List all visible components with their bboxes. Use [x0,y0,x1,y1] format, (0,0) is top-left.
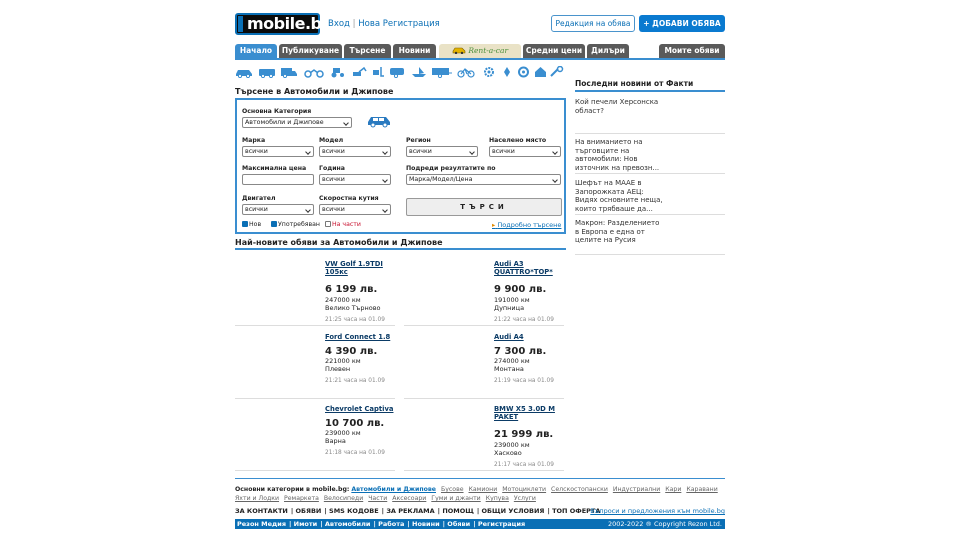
news-item-text[interactable]: На вниманието на търговците на автомобили: Нов източник на превозн... [575,138,660,172]
site-logo[interactable]: mobile.bg [235,13,320,35]
ad-time: 21:19 часа на 01.09 [494,378,554,384]
bar-link-register[interactable]: Регистрация [477,520,526,528]
parts-icon[interactable] [482,66,496,78]
news-item[interactable] [575,98,725,134]
check-parts[interactable] [325,221,361,228]
model-label: Модел [319,137,344,144]
tab-rent-a-car[interactable] [439,44,521,58]
advanced-arrow-icon: ▸ [492,221,496,229]
ad-mileage: 221000 км [325,357,361,365]
year-label: Година [319,165,345,172]
category-select[interactable]: Автомобили и Джипове [242,117,352,128]
ad-card[interactable] [235,254,395,326]
region-select[interactable]: всички [406,146,478,157]
footer-cat[interactable]: Купува [485,495,509,502]
ad-title[interactable]: Chevrolet Captiva [325,405,394,413]
ad-title[interactable]: VW Golf 1.9TDI 105кс [325,260,383,276]
ad-location: Варна [325,437,346,445]
ad-mileage: 274000 км [494,357,530,365]
place-select[interactable]: всички [489,146,561,157]
ad-title[interactable]: BMW X5 3.0D M PAKET [494,405,555,421]
place-label: Населено място [489,137,547,144]
auth-links [328,19,440,29]
main-nav [235,44,725,58]
ad-card[interactable] [404,327,564,399]
gearbox-select[interactable]: всички [319,204,391,215]
page [235,0,725,540]
forklift-icon[interactable] [371,66,385,78]
tab-publish[interactable]: Публикуване [279,44,342,58]
tab-search[interactable]: Търсене [344,44,391,58]
ad-price: 9 900 лв. [494,284,547,295]
check-parts-label: На части [332,221,361,228]
footer-link-contacts[interactable]: ЗА КОНТАКТИ [235,507,288,515]
news-title: Последни новини от Факти [575,79,694,88]
check-used-label: Употребяван [278,221,320,228]
auth-separator: | [352,19,356,29]
category-car-icon [367,112,391,128]
ad-location: Плевен [325,365,351,373]
brand-label: Марка [242,137,266,144]
nav-underline [235,58,725,60]
footer-cat[interactable]: Ремаркета [284,495,319,502]
ad-price: 7 300 лв. [494,346,547,357]
ad-mileage: 239000 км [494,441,530,449]
year-select[interactable]: всички [319,174,391,185]
footer-link-ads[interactable]: ОБЯВИ [295,507,322,515]
accessories-icon[interactable] [501,66,513,78]
tab-dealers[interactable]: Дилъри [587,44,629,58]
checkbox-used[interactable] [271,221,277,227]
ad-card[interactable] [404,399,564,471]
news-item-text[interactable]: Кой печели Херсонска област? [575,98,659,115]
ad-price: 10 700 лв. [325,418,385,429]
ad-title[interactable]: Ford Connect 1.8 [325,333,391,341]
feedback-link[interactable]: Въпроси и предложения към mobile.bg [590,507,725,515]
footer-categories [235,485,725,503]
region-label: Регион [406,137,431,144]
ad-time: 21:22 часа на 01.09 [494,317,554,323]
newest-ads-title: Най-новите обяви за Автомобили и Джипове [235,238,443,247]
excavator-icon[interactable] [351,66,367,78]
bar-link-jobs[interactable]: Работа [378,520,405,528]
bar-link-cars[interactable]: Автомобили [324,520,371,528]
footer-link-advertising[interactable]: ЗА РЕКЛАМА [386,507,435,515]
footer-link-help[interactable]: ПОМОЩ [442,507,474,515]
tab-rent-a-car-label: Rent-a-car [468,46,509,55]
checkbox-parts[interactable] [325,221,331,227]
search-form [235,98,566,234]
footer-cat[interactable]: Бусове [440,486,464,493]
price-label: Максимална цена [242,165,307,172]
news-item[interactable] [575,138,725,174]
advanced-search-link[interactable] [492,221,561,229]
news-underline [575,90,725,92]
model-select[interactable]: всички [319,146,391,157]
ad-price: 4 390 лв. [325,346,378,357]
ad-time: 21:18 часа на 01.09 [325,450,385,456]
footer-links: ЗА КОНТАКТИ | ОБЯВИ | SMS КОДОВЕ | ЗА РЕКЛАМА | ПОМОЩ | ОБЩИ УСЛОВИЯ | ТОП ОФЕРТА [235,507,601,515]
category-icons [235,66,565,80]
footer-cat[interactable]: Велосипеди [323,495,364,502]
footer-link-top-offer[interactable]: ТОП ОФЕРТА [552,507,601,515]
ad-time: 21:21 часа на 01.09 [325,378,385,384]
footer-cat[interactable]: Части [368,495,388,502]
tab-news[interactable]: Новини [393,44,436,58]
check-new[interactable] [242,221,261,228]
check-new-label: Нов [249,221,262,228]
register-link[interactable]: Нова Регистрация [358,19,440,29]
footer-cat[interactable]: Яхти и Лодки [235,495,280,502]
footer-cat[interactable]: Индустриални [612,486,661,493]
ad-mileage: 247000 км [325,296,361,304]
footer-cat[interactable]: Аксесоари [392,495,427,502]
tab-home[interactable]: Начало [235,44,277,58]
bar-link-news[interactable]: Новини [412,520,440,528]
footer-cat[interactable]: Селскостопански [551,486,608,493]
services-icon[interactable] [549,66,565,78]
ad-title[interactable]: Audi A4 [494,333,524,341]
engine-select[interactable]: всички [242,204,314,215]
footer-cat[interactable]: Гуми и джанти [431,495,481,502]
sort-select[interactable]: Марка/Модел/Цена [406,174,561,185]
copyright: 2002-2022 ® Copyright Rezon Ltd. [607,520,722,528]
footer-cats-label: Основни категории в mobile.bg: [235,486,350,493]
brand-select[interactable]: всички [242,146,314,157]
ad-price: 6 199 лв. [325,284,378,295]
footer-cat[interactable]: Камиони [468,486,498,493]
ad-location: Хасково [494,449,522,457]
trailer-icon[interactable] [431,66,453,78]
gearbox-label: Скоростна кутия [319,195,379,202]
news-item-text[interactable]: Макрон: Разделението в Европа е една от целите на Русия [575,219,660,244]
add-ad-button[interactable]: + ДОБАВИ ОБЯВА [639,15,725,32]
ad-location: Дупница [494,304,525,312]
news-item[interactable] [575,179,725,215]
ad-location: Монтана [494,365,524,373]
truck-icon[interactable] [280,66,298,78]
search-button[interactable]: ТЪРСИ [406,198,562,216]
boat-icon[interactable] [411,66,427,78]
caravan-icon[interactable] [389,66,407,78]
tires-icon[interactable] [517,66,530,78]
tab-my-ads[interactable]: Моите обяви [659,44,725,58]
footer-cat[interactable]: Кари [665,486,682,493]
footer-bar: Резон Медия | Имоти | Автомобили | Работа | Новини | Обяви | Регистрация 2002-2022 ® Copyright Rezon Ltd. [235,519,725,529]
ad-card[interactable] [235,399,395,471]
sort-label: Подреди резултатите по [406,165,496,172]
footer-cat[interactable]: Каравани [686,486,718,493]
ad-price: 21 999 лв. [494,429,554,440]
ad-location: Велико Търново [325,304,381,312]
category-label: Основна Категория [242,108,312,115]
ad-title[interactable]: Audi A3 QUATTRO*TOP* [494,260,553,276]
car-icon[interactable] [235,66,253,78]
engine-label: Двигател [242,195,276,202]
news-item-text[interactable]: Шефът на МААЕ в Запорожката АЕЦ: Видях основните неща, които трябваше да... [575,179,663,213]
price-input[interactable] [242,174,314,185]
check-used[interactable] [271,221,320,228]
motorcycle-icon[interactable] [304,66,324,78]
checkbox-new[interactable] [242,221,248,227]
bar-link-rezon[interactable]: Резон Медия [237,520,287,528]
ad-time: 21:17 часа на 01.09 [494,462,554,468]
footer-cat[interactable]: Услуги [513,495,536,502]
search-title: Търсене в Автомобили и Джипове [235,87,394,96]
footer-divider [235,478,725,479]
buy-icon[interactable] [534,66,547,78]
footer-link-sms[interactable]: SMS КОДОВЕ [329,507,379,515]
rent-car-icon [452,45,466,54]
ad-card[interactable] [404,254,564,326]
bar-link-estates[interactable]: Имоти [293,520,318,528]
bar-link-ads[interactable]: Обяви [447,520,471,528]
login-link[interactable]: Вход [328,19,350,29]
ad-mileage: 239000 км [325,429,361,437]
advanced-search-label: Подробно търсене [497,221,562,229]
footer-cat[interactable]: Мотоциклети [502,486,547,493]
ad-mileage: 191000 км [494,296,530,304]
ad-card[interactable] [235,327,395,399]
tab-average-prices[interactable]: Средни цени [523,44,585,58]
edit-ad-button[interactable]: Редакция на обява [551,15,635,32]
tractor-icon[interactable] [330,66,346,78]
news-item[interactable] [575,219,725,255]
newest-underline [235,248,566,250]
footer-link-terms[interactable]: ОБЩИ УСЛОВИЯ [481,507,545,515]
bicycle-icon[interactable] [457,66,475,78]
footer-cat-cars[interactable]: Автомобили и Джипове [351,486,436,493]
van-icon[interactable] [258,66,276,78]
ad-time: 21:25 часа на 01.09 [325,317,385,323]
